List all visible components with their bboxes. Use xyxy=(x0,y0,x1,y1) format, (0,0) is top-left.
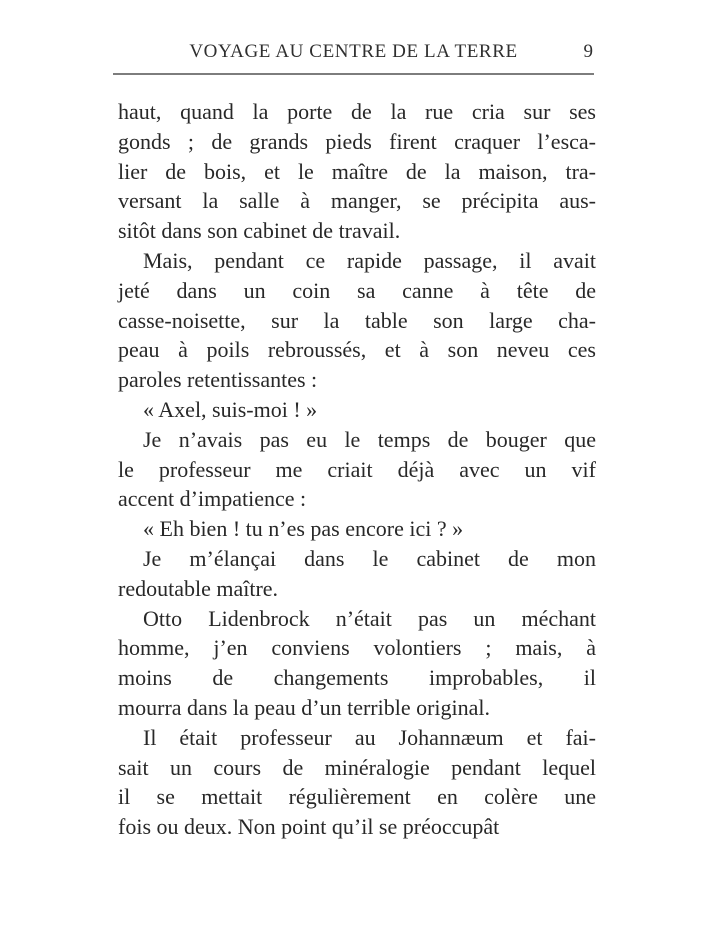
text-line: haut, quand la porte de la rue cria sur ses xyxy=(118,99,596,124)
page-number: 9 xyxy=(583,41,593,62)
text-line: lier de bois, et le maître de la maison, tra- xyxy=(118,158,596,184)
text-line: sait un cours de minéralogie pendant lequel xyxy=(118,754,596,780)
text-line: paroles retentissantes : xyxy=(118,367,318,393)
text-line: accent d’impatience : xyxy=(118,486,307,512)
text-line: homme, j’en conviens volontiers ; mais, à xyxy=(118,635,596,661)
text-line: Je m’élançai dans le cabinet de mon xyxy=(143,545,596,571)
header-rule xyxy=(113,73,594,75)
text-line: Je n’avais pas eu le temps de bouger que xyxy=(143,426,596,452)
text-line: sitôt dans son cabinet de travail. xyxy=(118,218,401,244)
text-line: Otto Lidenbrock n’était pas un méchant xyxy=(143,605,596,631)
text-line: il se mettait régulièrement en colère une xyxy=(118,784,596,810)
text-line: « Axel, suis-moi ! » xyxy=(143,396,318,422)
text-line: « Eh bien ! tu n’es pas encore ici ? » xyxy=(143,516,464,542)
text-line: mourra dans la peau d’un terrible original. xyxy=(118,694,491,720)
text-line: jeté dans un coin sa canne à tête de xyxy=(118,277,596,303)
text-line: gonds ; de grands pieds firent craquer l’esca- xyxy=(118,128,596,154)
text-line: versant la salle à manger, se précipita aus- xyxy=(118,188,596,214)
text-line: moins de changements improbables, il xyxy=(118,665,596,691)
text-line: Il était professeur au Johannæum et fai- xyxy=(143,724,596,750)
text-line: Mais, pendant ce rapide passage, il avait xyxy=(143,247,596,273)
running-title: VOYAGE AU CENTRE DE LA TERRE xyxy=(189,41,518,62)
text-line: casse-noisette, sur la table son large cha- xyxy=(118,307,596,333)
text-line: peau à poils rebroussés, et à son neveu ces xyxy=(118,337,596,363)
text-line: fois ou deux. Non point qu’il se préoccupât xyxy=(118,814,500,840)
page-header xyxy=(113,41,594,65)
text-line: le professeur me criait déjà avec un vif xyxy=(118,456,596,482)
text-line: redoutable maître. xyxy=(118,575,279,601)
text-block xyxy=(118,97,596,842)
